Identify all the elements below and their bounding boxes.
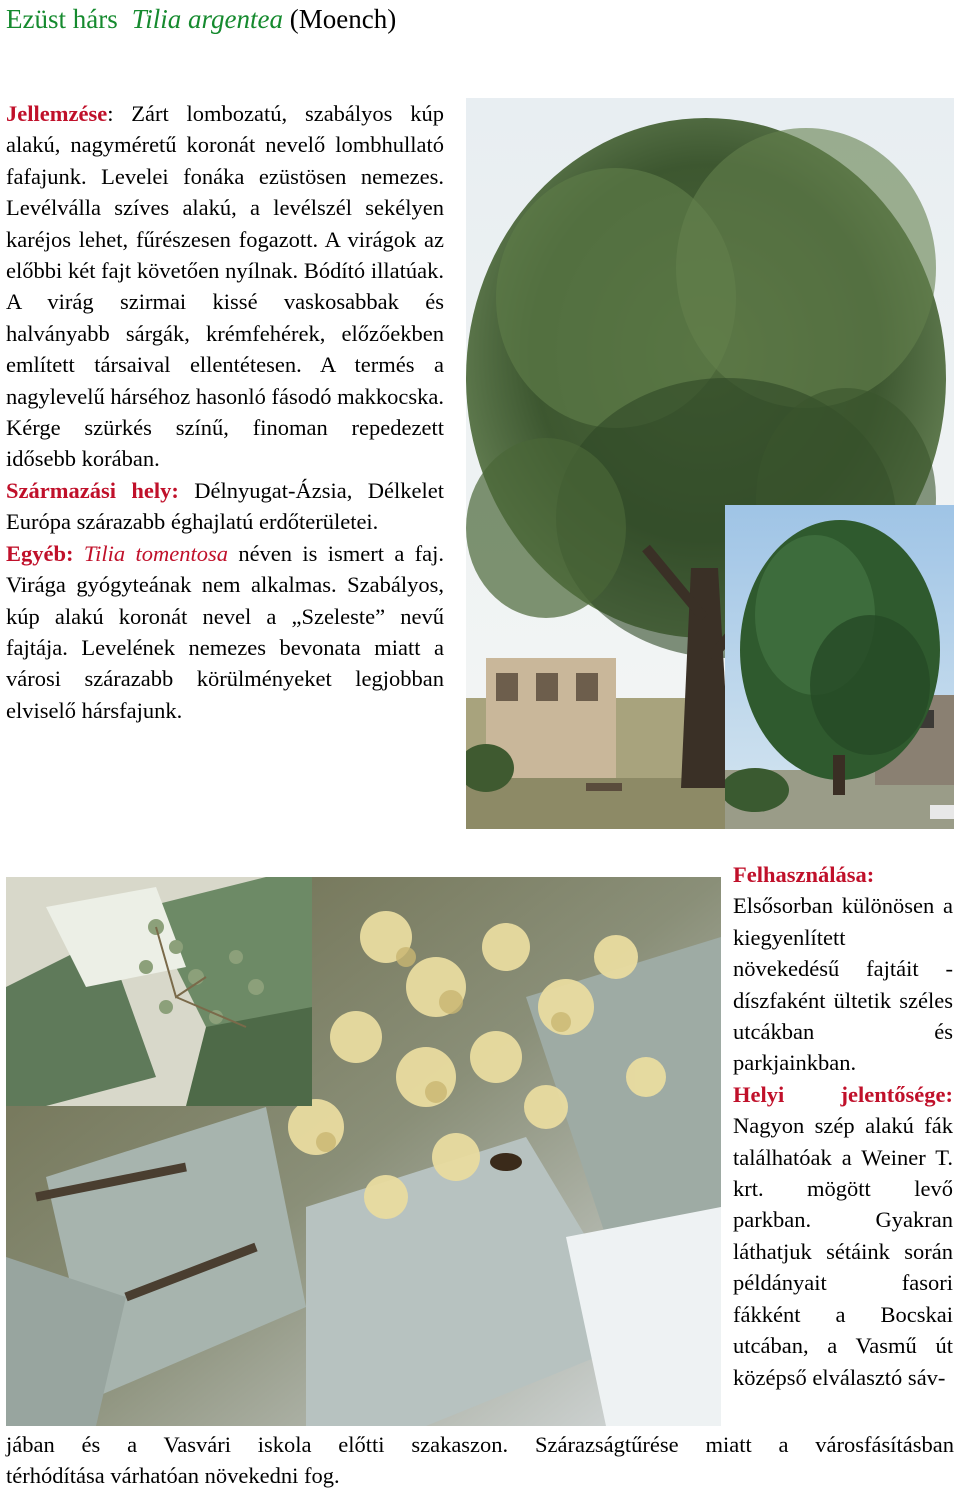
bottom-line-1: jában és a Vasvári iskola előtti szakaszon. Szárazságtűrése miatt a városfásításban [6, 1432, 954, 1457]
other-paragraph [6, 538, 444, 726]
page-title [6, 4, 396, 35]
origin-label: Származási hely: [6, 477, 179, 503]
origin-paragraph [6, 475, 444, 538]
fruit-inset-photo [6, 877, 312, 1106]
right-text-column [733, 859, 953, 1393]
other-label: Egyéb: [6, 540, 74, 566]
title-latin: Tilia argentea [131, 4, 283, 34]
usage-text: Elsősorban különösen a kiegyenlített növekedésű fajtáit - díszfaként ültetik széles utcákban és parkjainkban. [733, 893, 953, 1076]
description-paragraph [6, 98, 444, 475]
bottom-text [6, 1429, 954, 1492]
origin-text: Délnyugat-Ázsia, Délkelet Európa szárazabb éghajlatú erdőterületei. [6, 477, 444, 535]
usage-label: Felhasználása: [733, 862, 875, 887]
title-hungarian: Ezüst hárs [6, 4, 118, 34]
local-paragraph [733, 1079, 953, 1393]
bottom-line-2: térhódítása várhatóan növekedni fog. [6, 1463, 340, 1489]
description-text: : Zárt lombozatú, szabályos kúp alakú, nagyméretű koronát nevelő lombhullató fafajunk. Levelei fonáka ezüstösen nemezes. Levélválla szíves alakú, a levélszél sekélyen karéjos lehet, fűrészesen fogazott. A virágok az előbbi két fajt követően nyílnak. Bódító illatúak. A virág szirmai kissé vaskosabbak és halványabb sárgák, krémfehérek, előzőekben említett társaival ellentétesen. A termés a nagylevelű hárséhoz hasonló fásodó makkocska. Kérge szürkés színű, finoman repedezett idősebb korában. [6, 101, 444, 472]
local-text: Nagyon szép alakú fák találhatóak a Weiner T. krt. mögött levő parkban. Gyakran láthatjuk sétáink során példányait fasori fákként a Bocskai utcában, a Vasmű út középső elválasztó sáv- [733, 1113, 953, 1390]
title-author: (Moench) [289, 4, 397, 34]
other-latin: Tilia tomentosa [83, 540, 228, 566]
tree-summer-photo [725, 505, 954, 829]
left-text-column [6, 98, 444, 726]
local-label: Helyi jelentősége: [733, 1081, 953, 1107]
usage-paragraph [733, 859, 953, 1079]
other-text: néven is ismert a faj. Virága gyógyteának nem alkalmas. Szabályos, kúp alakú koronát nevel a „Szeleste” nevű fajtája. Levelének nemezes bevonata miatt a városi szárazabb körülményeket legjobban elviselő hársfajunk. [6, 540, 444, 723]
description-label: Jellemzése [6, 101, 108, 126]
